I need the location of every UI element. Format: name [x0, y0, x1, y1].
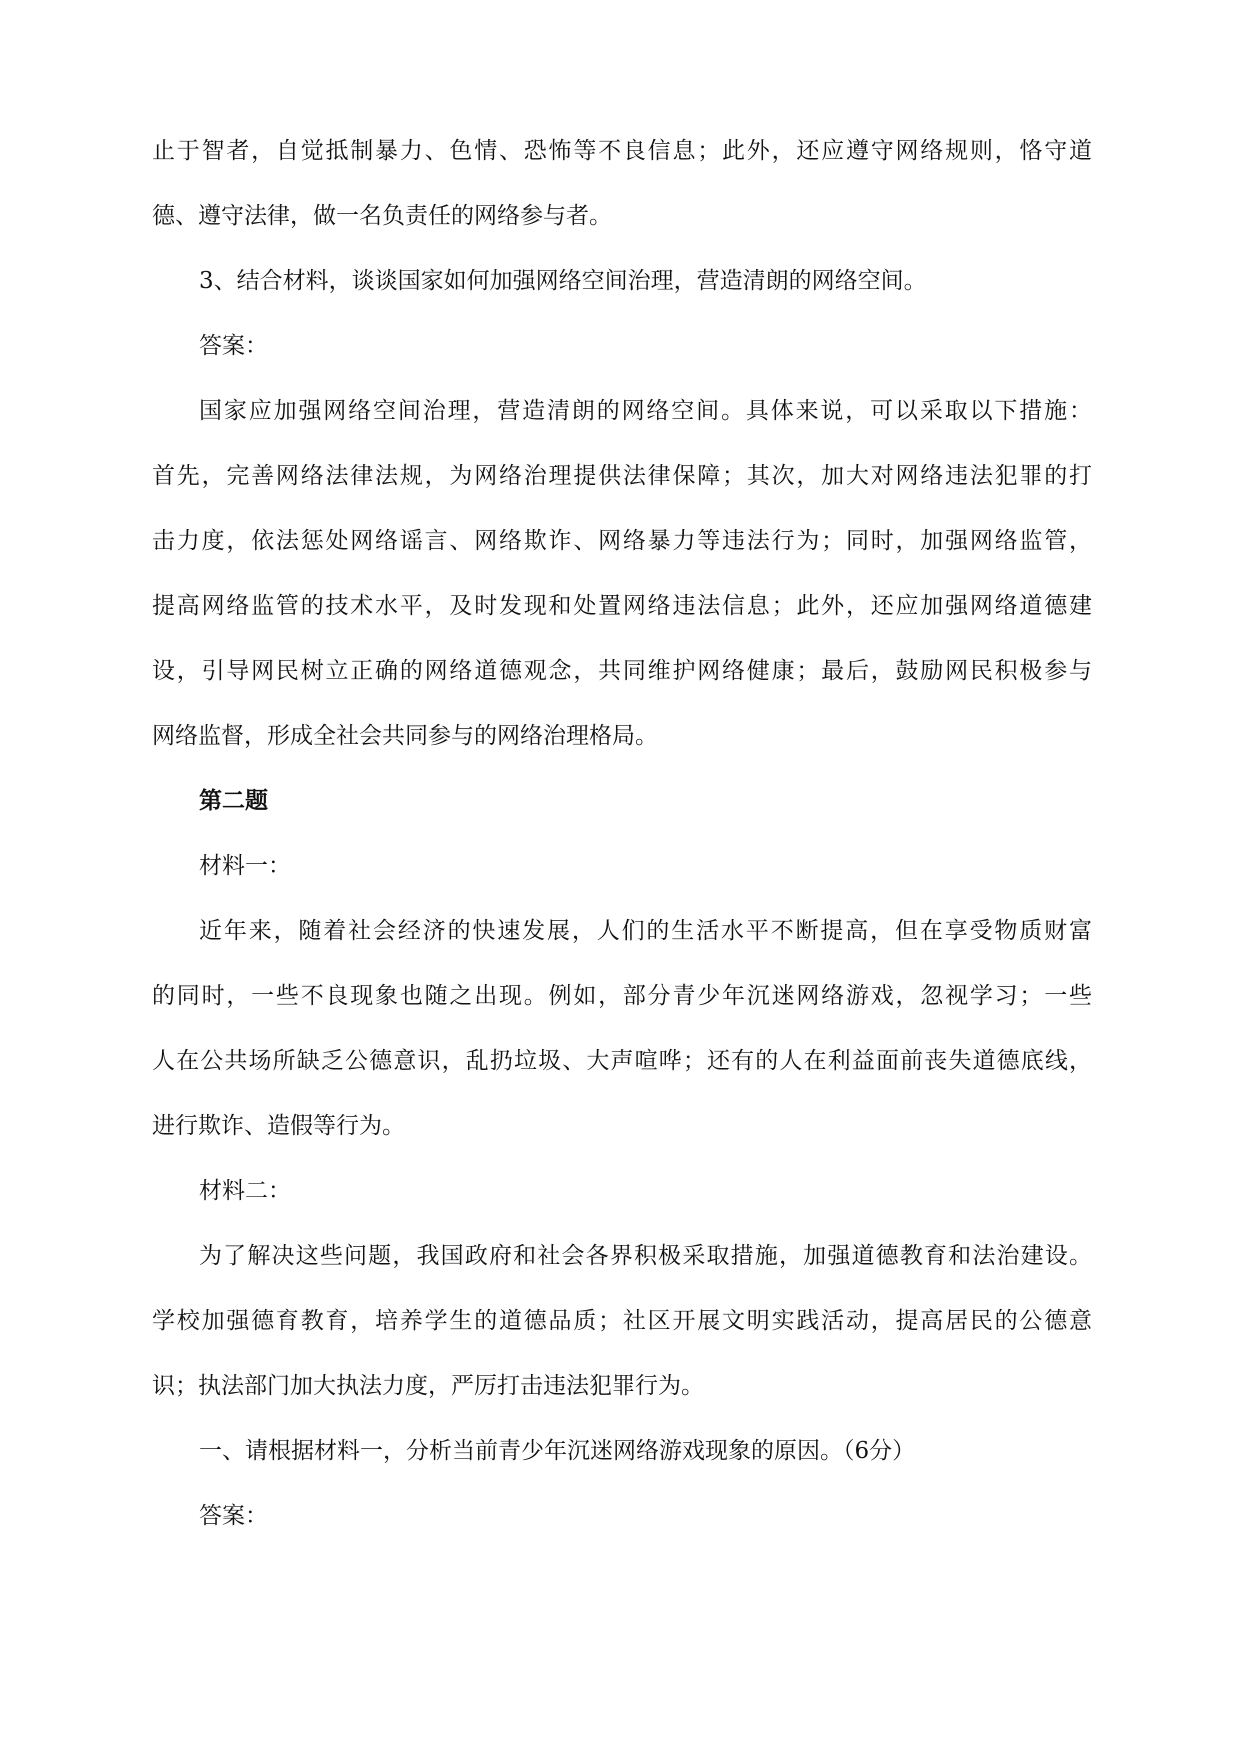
material-2-text-line: 为了解决这些问题，我国政府和社会各界积极采取措施，加强道德教育和法治建设。 [199, 1243, 1092, 1269]
material-1-text-line: 人在公共场所缺乏公德意识，乱扔垃圾、大声喧哗；还有的人在利益面前丧失道德底线， [152, 1048, 1092, 1074]
material-1-text-line: 近年来，随着社会经济的快速发展，人们的生活水平不断提高，但在享受物质财富 [199, 918, 1092, 944]
text-line: 止于智者，自觉抵制暴力、色情、恐怖等不良信息；此外，还应遵守网络规则，恪守道 [152, 138, 1092, 164]
answer-text-line: 网络监督，形成全社会共同参与的网络治理格局。 [152, 723, 658, 749]
material-1-label: 材料一： [199, 853, 291, 879]
answer-text-line: 首先，完善网络法律法规，为网络治理提供法律保障；其次，加大对网络违法犯罪的打 [152, 463, 1092, 489]
answer-label: 答案： [199, 333, 268, 359]
answer-text-line: 击力度，依法惩处网络谣言、网络欺诈、网络暴力等违法行为；同时，加强网络监管， [152, 528, 1092, 554]
material-1-text-line: 的同时，一些不良现象也随之出现。例如，部分青少年沉迷网络游戏，忽视学习；一些 [152, 983, 1092, 1009]
material-1-text-line: 进行欺诈、造假等行为。 [152, 1113, 405, 1139]
answer-label: 答案： [199, 1503, 268, 1529]
section-heading: 第二题 [199, 787, 268, 814]
answer-text-line: 提高网络监管的技术水平，及时发现和处置网络违法信息；此外，还应加强网络道德建 [152, 593, 1092, 619]
question-1: 一、请根据材料一，分析当前青少年沉迷网络游戏现象的原因。（6分） [199, 1438, 916, 1464]
answer-text-line: 设，引导网民树立正确的网络道德观念，共同维护网络健康；最后，鼓励网民积极参与 [152, 658, 1092, 684]
text-line: 德、遵守法律，做一名负责任的网络参与者。 [152, 203, 612, 229]
question-3: 3、结合材料，谈谈国家如何加强网络空间治理，营造清朗的网络空间。 [199, 268, 927, 294]
material-2-text-line: 识；执法部门加大执法力度，严厉打击违法犯罪行为。 [152, 1373, 704, 1399]
material-2-text-line: 学校加强德育教育，培养学生的道德品质；社区开展文明实践活动，提高居民的公德意 [152, 1308, 1092, 1334]
answer-text-line: 国家应加强网络空间治理，营造清朗的网络空间。具体来说，可以采取以下措施： [199, 398, 1092, 424]
material-2-label: 材料二： [199, 1178, 291, 1204]
